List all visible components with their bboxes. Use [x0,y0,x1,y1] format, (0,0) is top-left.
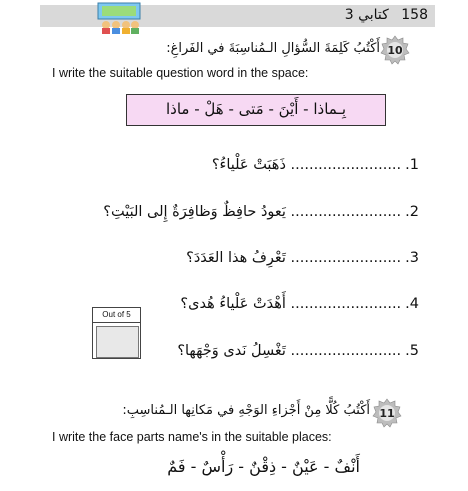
question-3 [186,250,419,266]
question-4 [180,296,419,312]
exercise-11-instruction-en: I write the face parts name's in the suitable places: [52,430,332,444]
question-text: ........................ ذَهَبَتْ عَلْياءُ؟ [211,157,402,173]
question-text: ........................ يَعودُ حافِظٌ وَظافِرَةٌ إِلى البَيْتِ؟ [103,204,402,220]
question-number: 3. [405,250,419,266]
question-number: 4. [405,296,419,312]
book-title: كتابي 3 [344,7,389,23]
score-field[interactable] [96,326,139,358]
question-text: ........................ أَهْدَتْ عَلْياءُ هُدى؟ [180,296,402,312]
question-text: ........................ تَعْرِفُ هذا العَدَدَ؟ [186,250,402,266]
page-number: 158 [401,7,428,23]
exercise-10-instruction-en: I write the suitable question word in the space: [52,66,309,80]
question-number: 1. [405,157,419,173]
question-2 [103,204,419,220]
exercise-10-number: 10 [387,44,403,57]
word-bank-box [126,94,386,126]
word-bank: بِـماذا - أَيْنَ - مَتى - هَلْ - ماذا [166,100,346,118]
page-header [345,7,428,23]
face-parts-list: أَنْفٌ - عَيْنٌ - ذِقْنٌ - رَأْسٌ - فَمٌ [167,457,360,476]
score-box [92,307,141,359]
score-label: Out of 5 [93,308,140,323]
question-text: ........................ تَغْسِلُ نَدى وَجْهَها؟ [177,343,402,359]
question-5 [177,343,419,359]
classroom-icon [96,1,142,35]
exercise-10-instruction-ar: أَكْتُبُ كَلِمَةَ السُّؤالِ الـمُناسِبَةَ في الفَراغِ: [166,41,380,56]
question-number: 2. [405,204,419,220]
exercise-11-number: 11 [379,407,395,420]
question-number: 5. [405,343,419,359]
question-1 [212,157,419,173]
exercise-11-instruction-ar: أَكْتُبُ كُلًّا مِنْ أَجْزاءِ الوَجْهِ في مَكانِها الـمُناسِبِ: [122,403,370,418]
